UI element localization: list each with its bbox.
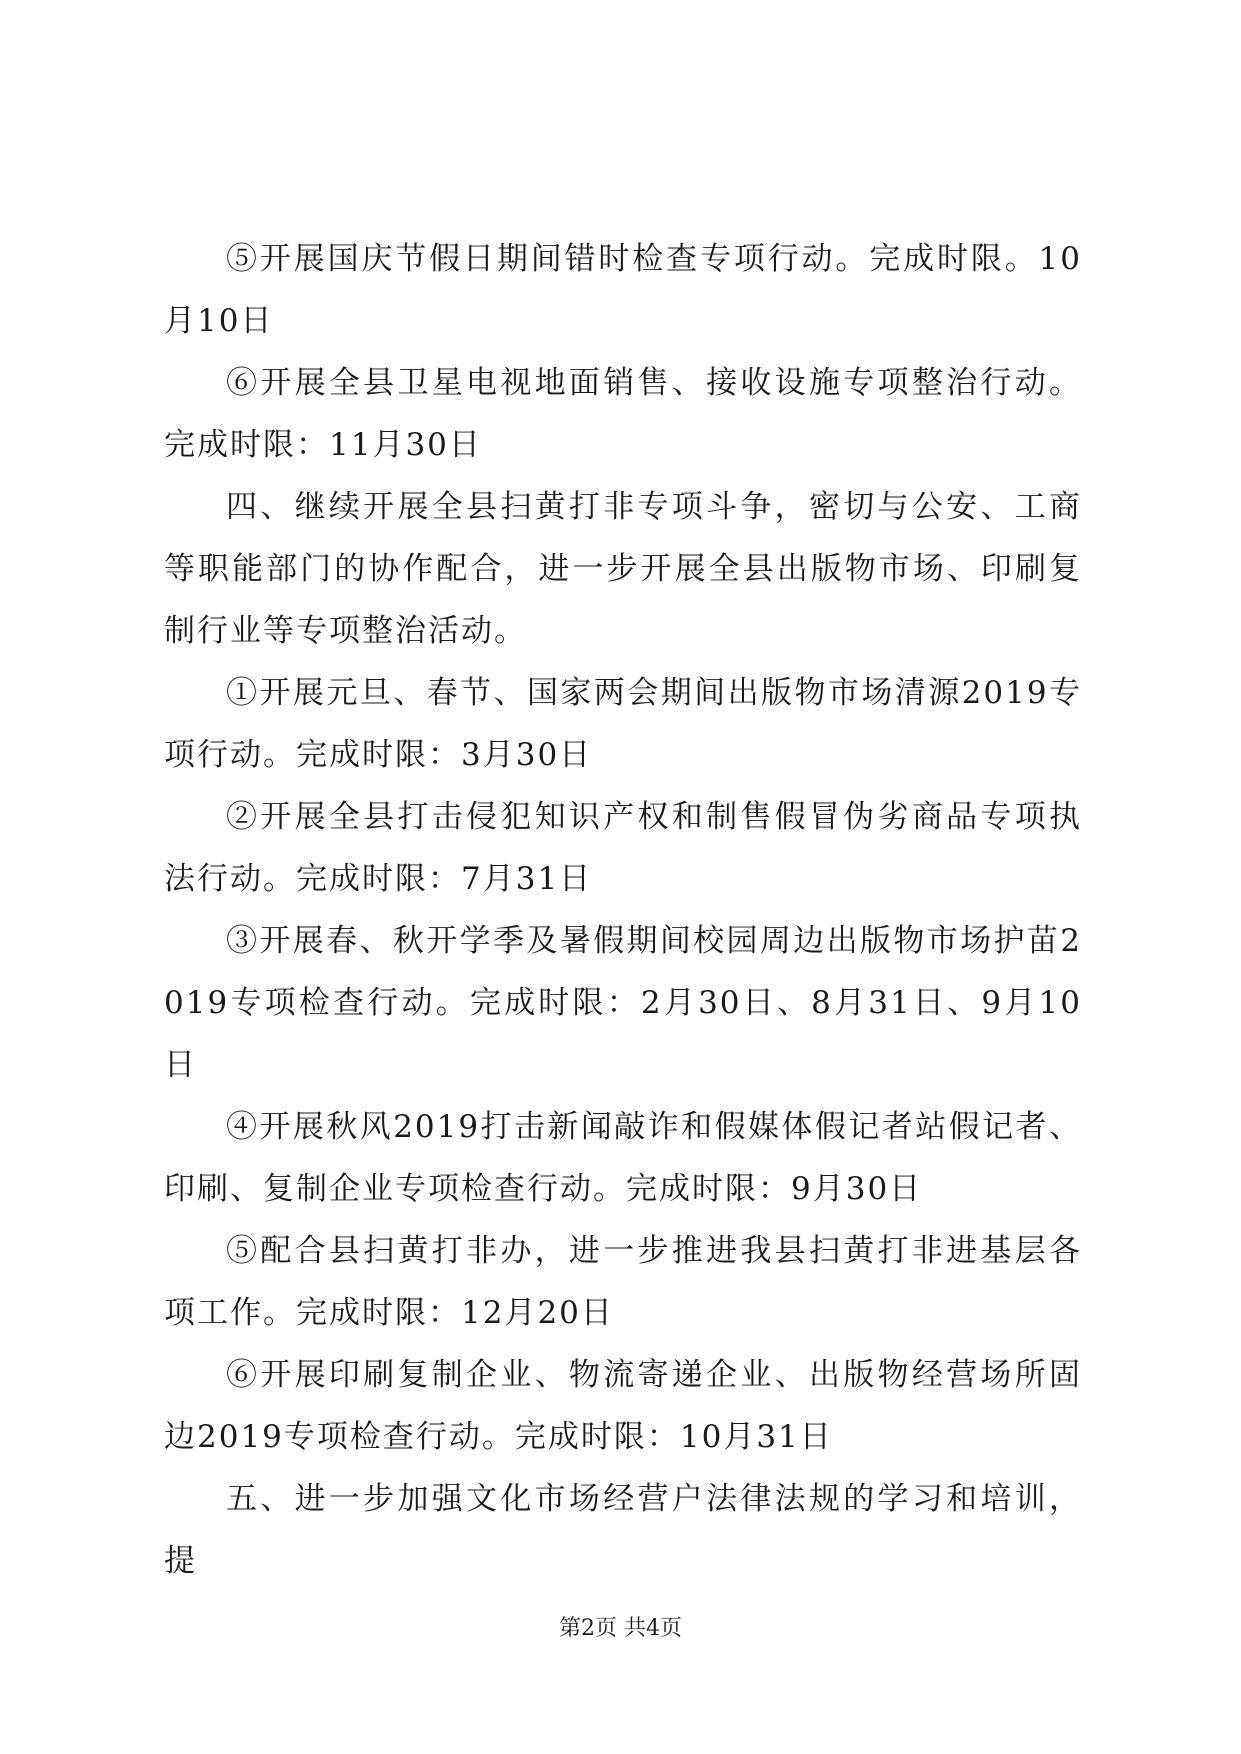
paragraph-item-6-satellite-tv: ⑥开展全县卫星电视地面销售、接收设施专项整治行动。完成时限：11月30日	[164, 365, 1082, 463]
document-body	[164, 228, 1082, 1592]
paragraph-item-5-national-day: ⑤开展国庆节假日期间错时检查专项行动。完成时限。10月10日	[164, 241, 1082, 339]
paragraph-item-1-qingyuan: ①开展元旦、春节、国家两会期间出版物市场清源2019专项行动。完成时限：3月30日	[164, 675, 1082, 773]
page-number-footer: 第2页 共4页	[559, 1616, 682, 1641]
paragraph-item-2-ip-enforcement: ②开展全县打击侵犯知识产权和制售假冒伪劣商品专项执法行动。完成时限：7月31日	[164, 799, 1082, 897]
paragraph-item-4-qiufeng: ④开展秋风2019打击新闻敲诈和假媒体假记者站假记者、印刷、复制企业专项检查行动。完成时限：9月30日	[164, 1109, 1082, 1207]
paragraph-section-4-heading: 四、继续开展全县扫黄打非专项斗争，密切与公安、工商等职能部门的协作配合，进一步开展全县出版物市场、印刷复制行业等专项整治活动。	[164, 489, 1082, 649]
paragraph-item-6-gubian: ⑥开展印刷复制企业、物流寄递企业、出版物经营场所固边2019专项检查行动。完成时限：10月31日	[164, 1357, 1082, 1455]
paragraph-section-5-heading: 五、进一步加强文化市场经营户法律法规的学习和培训，提	[164, 1481, 1082, 1579]
paragraph-item-5-grassroots: ⑤配合县扫黄打非办，进一步推进我县扫黄打非进基层各项工作。完成时限：12月20日	[164, 1233, 1082, 1331]
paragraph-item-3-humiao: ③开展春、秋开学季及暑假期间校园周边出版物市场护苗2019专项检查行动。完成时限：2月30日、8月31日、9月10日	[164, 923, 1082, 1083]
